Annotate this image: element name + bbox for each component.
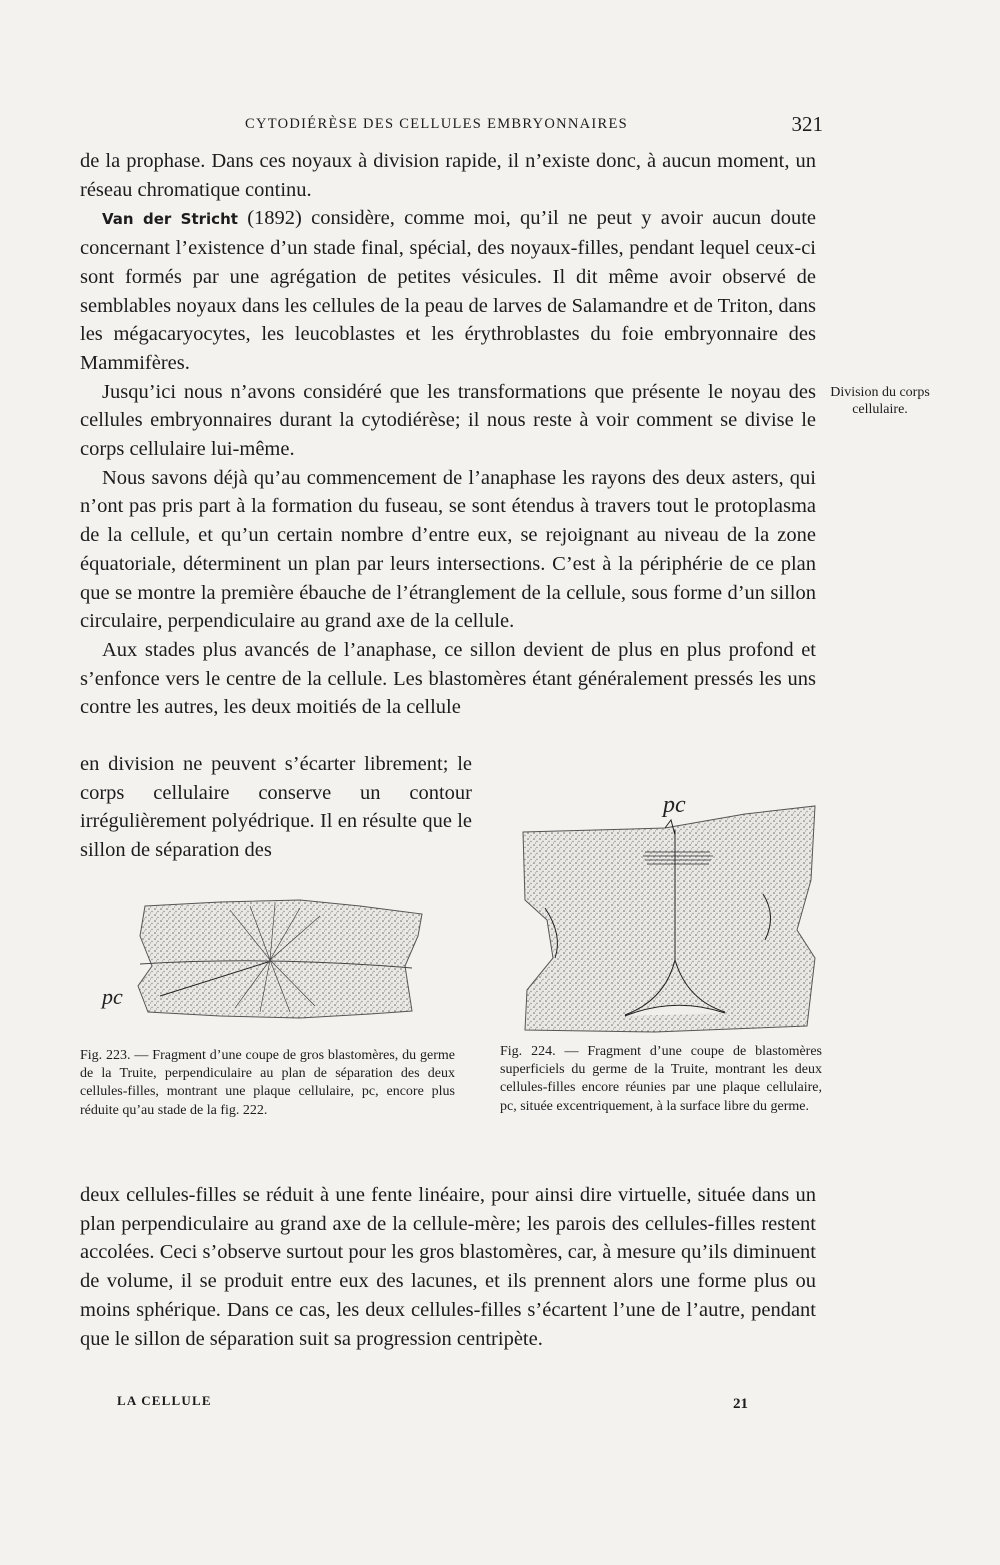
- paragraph-5-continued: en division ne peuvent s’écarter librement; le corps cellulaire conserve un contour irrégulièrement polyédrique. Il en résulte que le sillon de séparation des: [80, 753, 472, 862]
- main-text-top: [80, 147, 816, 722]
- figure-223-caption: [80, 1047, 455, 1120]
- figure-224-label: pc: [663, 792, 686, 818]
- figure-224-caption-text: — Fragment d’une coupe de blastomères superficiels du germe de la Truite, montrant les deux cellules-filles encore réunies par une plaque cellulaire, pc, située excentriquement, à la surface libre du germe.: [500, 1044, 822, 1114]
- paragraph-3: Jusqu’ici nous n’avons considéré que les transformations que présente le noyau des cellules embryonnaires durant la cytodiérèse; il nous reste à voir comment se divise le corps cellulaire lui-même.: [80, 380, 816, 461]
- figure-223-illustration: [100, 896, 430, 1036]
- paragraph-2-text: (1892) considère, comme moi, qu’il ne peut y avoir aucun doute concernant l’existence d’un stade final, spécial, des noyaux-filles, pendant lequel ceux-ci sont formés par une agrégation de petites vésicules. Il dit même avoir observé de semblables noyaux dans les cellules de la peau de larves de Salamandre et de Triton, dans les mégacaryocytes, les leucoblastes et les érythroblastes du foie embryonnaire des Mammifères.: [80, 207, 816, 374]
- main-text-wrap: [80, 750, 472, 865]
- figure-224-caption: [500, 1043, 822, 1116]
- paragraph-2: [80, 204, 816, 377]
- figure-223-label: pc: [102, 984, 123, 1009]
- running-title: CYTODIÉRÈSE DES CELLULES EMBRYONNAIRES: [245, 116, 629, 132]
- footer-book-title: LA CELLULE: [117, 1393, 212, 1408]
- paragraph-5: Aux stades plus avancés de l’anaphase, ce sillon devient de plus en plus profond et s’enfonce vers le centre de la cellule. Les blastomères étant généralement pressés les uns contre les autres, les deux moitiés de la cellule: [80, 638, 816, 719]
- page-number: 321: [791, 112, 823, 136]
- paragraph-4: Nous savons déjà qu’au commencement de l’anaphase les rayons des deux asters, qui n’ont pas pris part à la formation du fuseau, se sont étendus à travers tout le protoplasma de la cellule, et qu’un certain nombre d’entre eux, se rejoignant au niveau de la zone équatoriale, déterminent un plan par leurs intersections. C’est à la périphérie de ce plan que se montre la première ébauche de l’étranglement de la cellule, sous forme d’un sillon circulaire, perpendiculaire au grand axe de la cellule.: [80, 466, 816, 633]
- margin-note: Division du corps cellulaire.: [830, 385, 930, 417]
- figure-224-number: Fig. 224.: [500, 1044, 556, 1059]
- main-text-bottom: [80, 1181, 816, 1353]
- paragraph-6: deux cellules-filles se réduit à une fente linéaire, pour ainsi dire virtuelle, située dans un plan perpendiculaire au grand axe de la cellule-mère; les parois des cellules-filles restent accolées. Ceci s’observe surtout pour les gros blastomères, car, à mesure qu’ils diminuent de volume, il se produit entre eux des lacunes, et ils prennent alors une forme plus ou moins sphérique. Dans ce cas, les deux cellules-filles s’écartent l’une de l’autre, pendant que le sillon de séparation suit sa progression centripète.: [80, 1184, 816, 1350]
- author-name: Van der Stricht: [102, 210, 238, 229]
- figure-223-caption-text: — Fragment d’une coupe de gros blastomères, du germe de la Truite, perpendiculaire au plan de séparation des deux cellules-filles, montrant une plaque cellulaire, pc, encore plus réduite qu’au stade de la fig. 222.: [80, 1048, 455, 1118]
- figure-224-illustration: [515, 790, 820, 1040]
- footer-signature: 21: [733, 1396, 748, 1412]
- figure-223-number: Fig. 223.: [80, 1048, 131, 1063]
- paragraph-1: de la prophase. Dans ces noyaux à division rapide, il n’existe donc, à aucun moment, un réseau chromatique continu.: [80, 150, 816, 201]
- running-header: [80, 112, 823, 138]
